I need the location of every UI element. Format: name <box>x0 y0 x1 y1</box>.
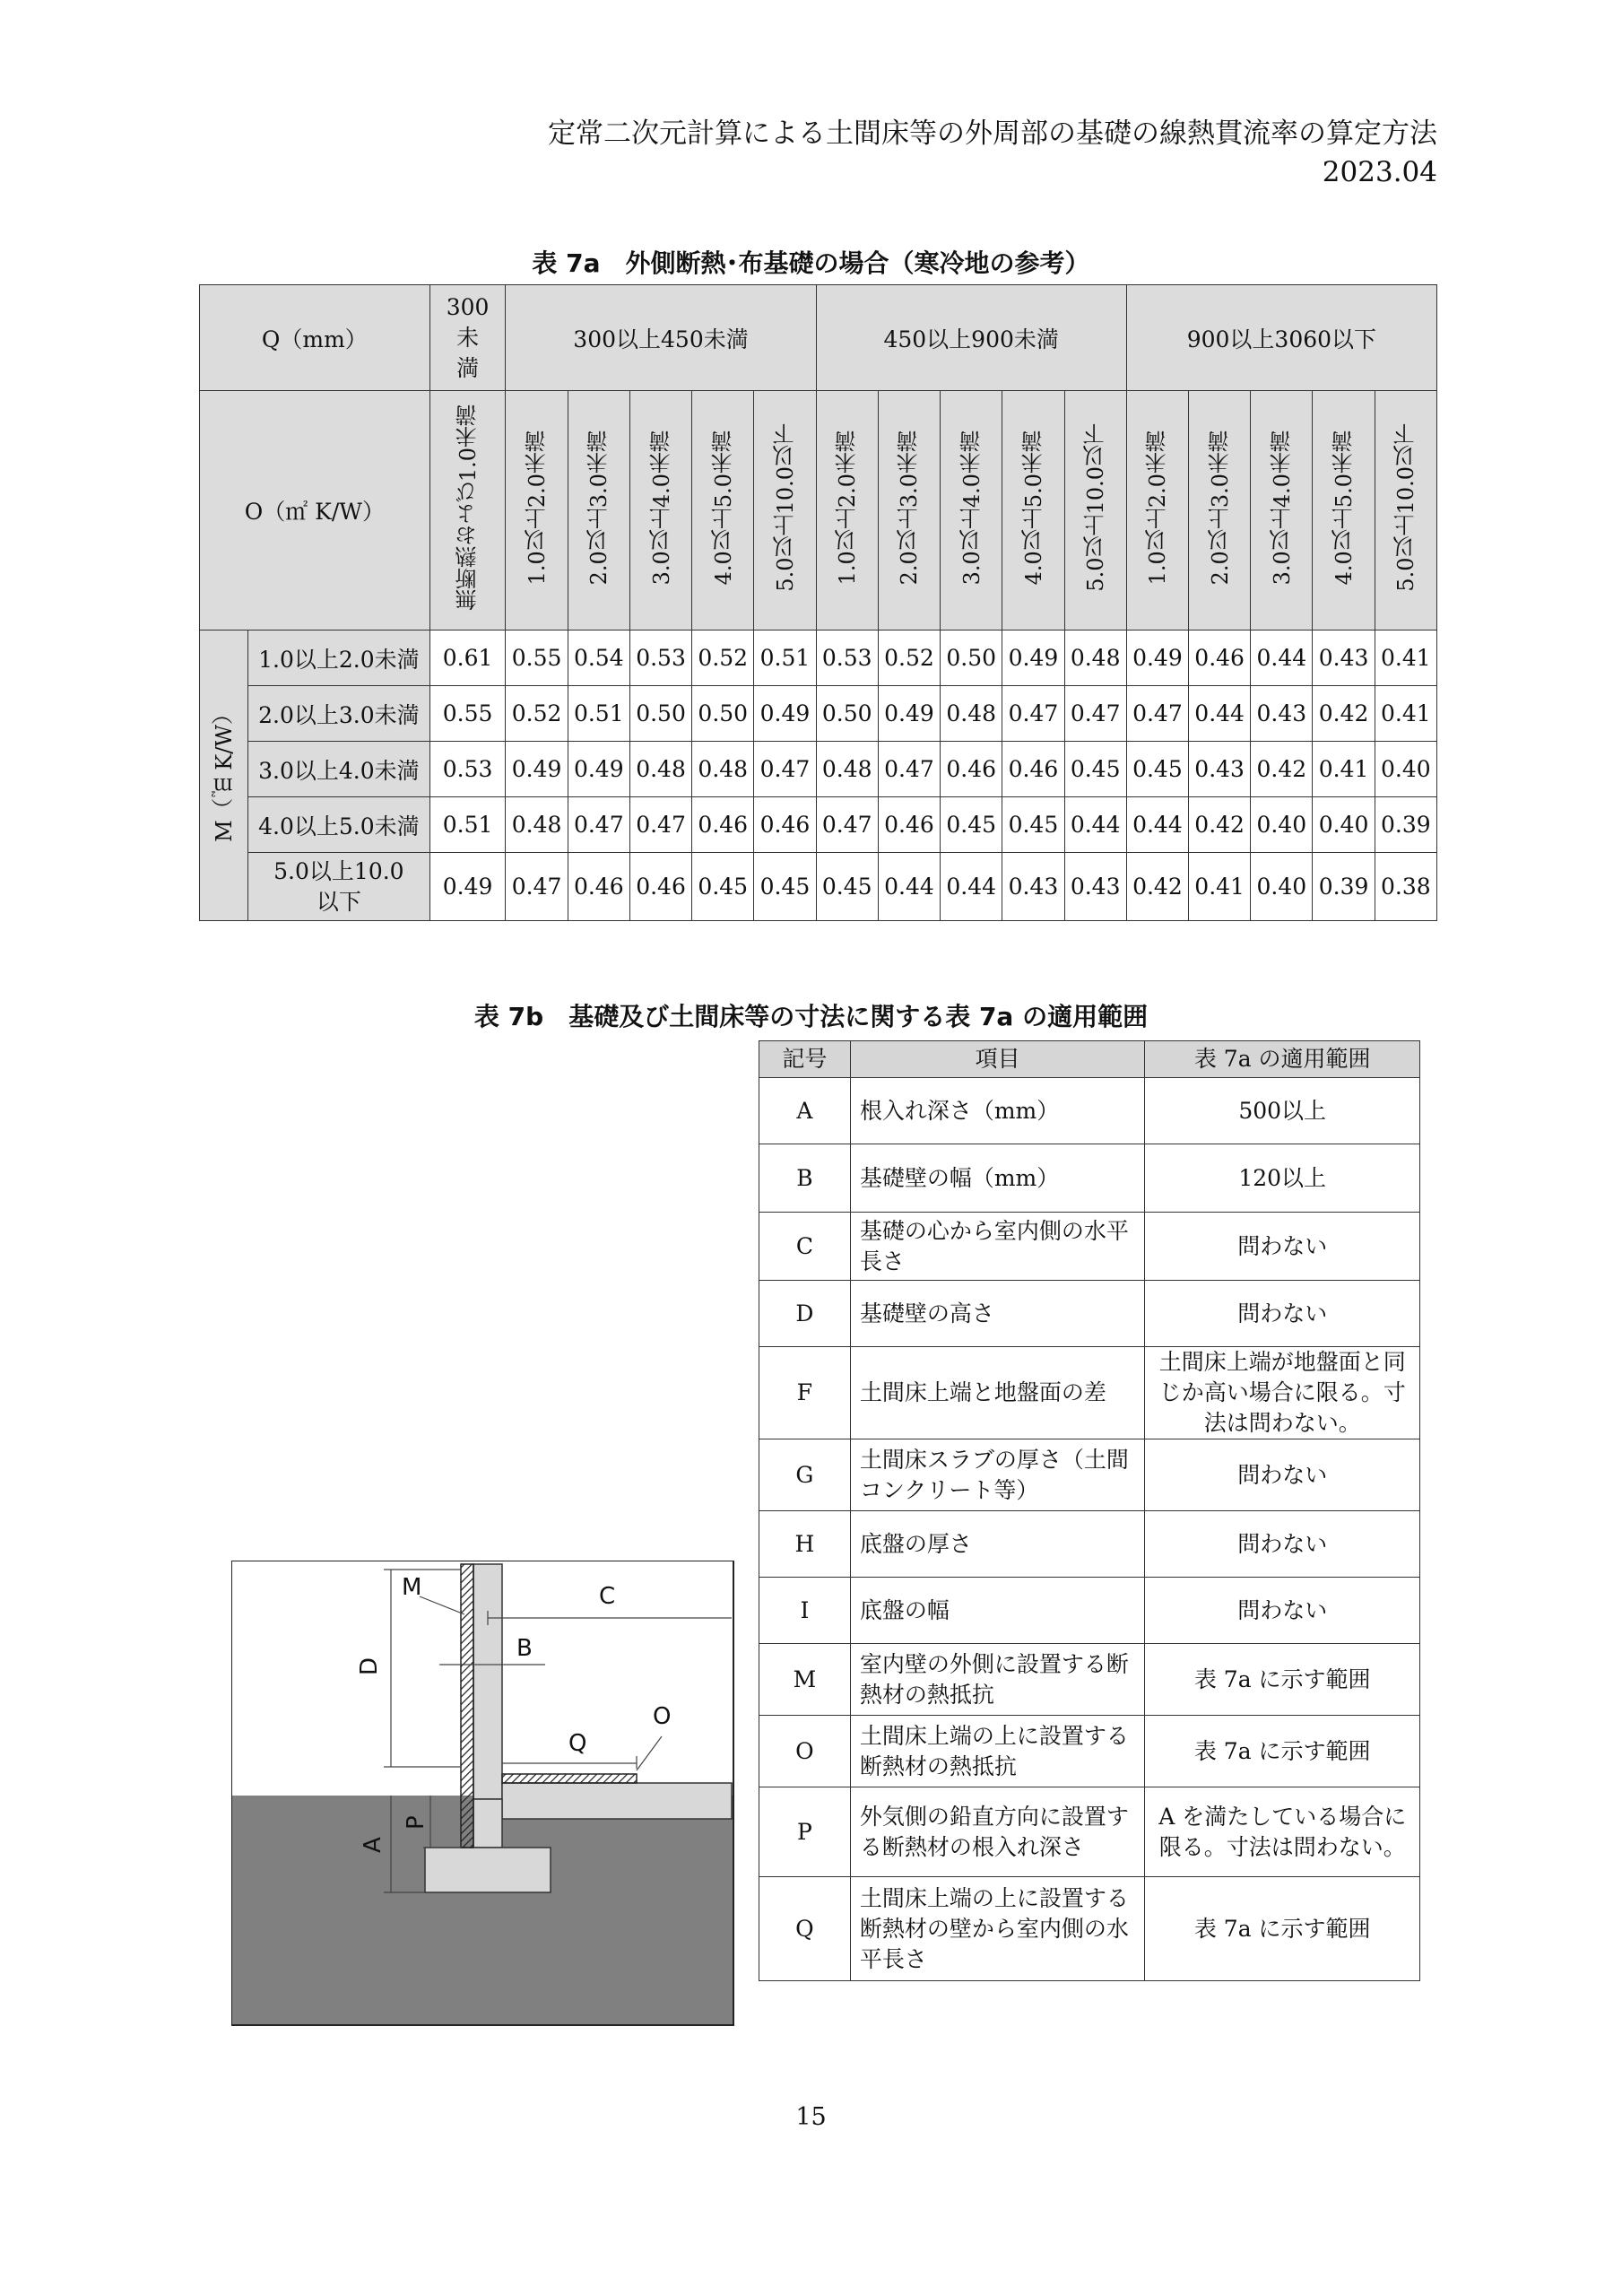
q-group-0: 300未満 <box>429 285 506 391</box>
foundation-diagram <box>231 1561 735 2027</box>
table-cell: 0.44 <box>1251 631 1313 686</box>
t7b-range: 500以上 <box>1145 1078 1420 1144</box>
t7b-item: 基礎の心から室内側の水平長さ <box>850 1213 1145 1281</box>
slab-insulation <box>502 1774 637 1783</box>
table-cell: 0.42 <box>1189 797 1251 853</box>
table-cell: 0.51 <box>429 797 506 853</box>
table-cell: 0.46 <box>754 797 816 853</box>
table-cell: 0.46 <box>1002 742 1064 797</box>
o-col-header: 2.0以上3.0未満 <box>568 391 629 631</box>
table-cell: 0.45 <box>754 853 816 921</box>
t7b-header-symbol: 記号 <box>759 1041 851 1078</box>
label-D: D <box>356 1657 383 1675</box>
table-cell: 0.48 <box>692 742 754 797</box>
q-group-1: 300以上450未満 <box>506 285 816 391</box>
table-cell: 0.40 <box>1313 797 1375 853</box>
label-A: A <box>360 1837 386 1853</box>
table-cell: 0.40 <box>1375 742 1436 797</box>
table-cell: 0.46 <box>629 853 691 921</box>
table-cell: 0.45 <box>1126 742 1188 797</box>
t7b-range: 問わない <box>1145 1578 1420 1644</box>
m-row-label: 1.0以上2.0未満 <box>248 631 430 686</box>
table-cell: 0.47 <box>629 797 691 853</box>
header-date: 2023.04 <box>1322 156 1437 188</box>
table-cell: 0.50 <box>629 686 691 742</box>
table-cell: 0.55 <box>506 631 568 686</box>
table-cell: 0.50 <box>816 686 878 742</box>
t7b-sym: G <box>759 1439 851 1511</box>
t7b-range: 問わない <box>1145 1511 1420 1578</box>
t7b-range: 土間床上端が地盤面と同じか高い場合に限る。寸法は問わない。 <box>1145 1347 1420 1439</box>
table-cell: 0.49 <box>568 742 629 797</box>
t7b-header-item: 項目 <box>850 1041 1145 1078</box>
t7b-sym: O <box>759 1716 851 1787</box>
table-cell: 0.40 <box>1251 853 1313 921</box>
o-col-header: 3.0以上4.0未満 <box>1251 391 1313 631</box>
table-cell: 0.45 <box>816 853 878 921</box>
table-cell: 0.43 <box>1064 853 1126 921</box>
t7b-item: 土間床上端と地盤面の差 <box>850 1347 1145 1439</box>
table-cell: 0.47 <box>1002 686 1064 742</box>
m-row-label: 5.0以上10.0以下 <box>248 853 430 921</box>
table-cell: 0.51 <box>568 686 629 742</box>
table-cell: 0.52 <box>878 631 940 686</box>
page-number: 15 <box>795 2103 827 2131</box>
t7b-item: 室内壁の外側に設置する断熱材の熱抵抗 <box>850 1644 1145 1716</box>
footing <box>425 1848 551 1892</box>
t7b-range: 問わない <box>1145 1439 1420 1511</box>
table-cell: 0.48 <box>629 742 691 797</box>
o-col-header: 4.0以上5.0未満 <box>1002 391 1064 631</box>
label-P: P <box>403 1815 429 1830</box>
t7b-range: 問わない <box>1145 1213 1420 1281</box>
t7b-range: 120以上 <box>1145 1144 1420 1213</box>
table-cell: 0.46 <box>1189 631 1251 686</box>
o-col-header: 4.0以上5.0未満 <box>1313 391 1375 631</box>
table-cell: 0.50 <box>692 686 754 742</box>
table-cell: 0.39 <box>1313 853 1375 921</box>
table-cell: 0.54 <box>568 631 629 686</box>
table-cell: 0.44 <box>1064 797 1126 853</box>
table-cell: 0.55 <box>429 686 506 742</box>
table-cell: 0.43 <box>1002 853 1064 921</box>
table-cell: 0.44 <box>941 853 1002 921</box>
table-cell: 0.48 <box>941 686 1002 742</box>
q-group-3: 900以上3060以下 <box>1126 285 1436 391</box>
t7b-item: 根入れ深さ（mm） <box>850 1078 1145 1144</box>
table-cell: 0.47 <box>878 742 940 797</box>
table-cell: 0.44 <box>1189 686 1251 742</box>
t7b-item: 外気側の鉛直方向に設置する断熱材の根入れ深さ <box>850 1787 1145 1877</box>
table-row <box>759 1347 1420 1439</box>
t7b-sym: I <box>759 1578 851 1644</box>
wall-insulation <box>461 1564 473 1848</box>
t7b-sym: B <box>759 1144 851 1213</box>
o-col-header: 2.0以上3.0未満 <box>1189 391 1251 631</box>
t7b-sym: A <box>759 1078 851 1144</box>
o-col-header: 5.0以上10.0以下 <box>754 391 816 631</box>
table-cell: 0.45 <box>1064 742 1126 797</box>
label-O: O <box>653 1703 672 1730</box>
o-col-header: 無断熱および1.0未満 <box>429 391 506 631</box>
table-row <box>759 1578 1420 1644</box>
t7b-sym: Q <box>759 1877 851 1981</box>
table-cell: 0.42 <box>1126 853 1188 921</box>
t7b-range: 表 7a に示す範囲 <box>1145 1716 1420 1787</box>
o-label: O（㎡ K/W） <box>200 391 430 631</box>
table-cell: 0.41 <box>1375 631 1436 686</box>
table-cell: 0.47 <box>1064 686 1126 742</box>
table-cell: 0.49 <box>1002 631 1064 686</box>
o-col-header: 5.0以上10.0以下 <box>1375 391 1436 631</box>
table-cell: 0.49 <box>506 742 568 797</box>
o-col-header: 5.0以上10.0以下 <box>1064 391 1126 631</box>
t7b-sym: M <box>759 1644 851 1716</box>
table-cell: 0.53 <box>629 631 691 686</box>
label-C: C <box>599 1583 616 1610</box>
o-col-header: 2.0以上3.0未満 <box>878 391 940 631</box>
table-cell: 0.45 <box>1002 797 1064 853</box>
table-row <box>759 1877 1420 1981</box>
m-row-label: 3.0以上4.0未満 <box>248 742 430 797</box>
table-cell: 0.52 <box>506 686 568 742</box>
t7b-range: 表 7a に示す範囲 <box>1145 1877 1420 1981</box>
table-cell: 0.49 <box>878 686 940 742</box>
table-cell: 0.48 <box>816 742 878 797</box>
table-row <box>759 1787 1420 1877</box>
table-cell: 0.53 <box>816 631 878 686</box>
table-cell: 0.40 <box>1251 797 1313 853</box>
table-cell: 0.49 <box>754 686 816 742</box>
table-cell: 0.47 <box>1126 686 1188 742</box>
t7b-item: 土間床スラブの厚さ（土間コンクリート等） <box>850 1439 1145 1511</box>
m-label: M（㎡ K/W） <box>200 631 248 921</box>
table-cell: 0.38 <box>1375 853 1436 921</box>
table-cell: 0.47 <box>506 853 568 921</box>
header-title: 定常二次元計算による土間床等の外周部の基礎の線熱貫流率の算定方法 <box>548 117 1437 150</box>
t7b-item: 底盤の厚さ <box>850 1511 1145 1578</box>
table-cell: 0.44 <box>1126 797 1188 853</box>
q-group-2: 450以上900未満 <box>816 285 1126 391</box>
table-cell: 0.46 <box>692 797 754 853</box>
table-cell: 0.48 <box>1064 631 1126 686</box>
table7b-caption: 表 7b 基礎及び土間床等の寸法に関する表 7a の適用範囲 <box>473 1002 1149 1031</box>
table-cell: 0.47 <box>754 742 816 797</box>
floor-slab <box>502 1783 732 1819</box>
o-col-header: 3.0以上4.0未満 <box>941 391 1002 631</box>
table-cell: 0.41 <box>1313 742 1375 797</box>
t7b-item: 基礎壁の高さ <box>850 1281 1145 1347</box>
table-cell: 0.41 <box>1189 853 1251 921</box>
t7b-item: 土間床上端の上に設置する断熱材の壁から室内側の水平長さ <box>850 1877 1145 1981</box>
o-col-header: 1.0以上2.0未満 <box>506 391 568 631</box>
table-cell: 0.53 <box>429 742 506 797</box>
table-cell: 0.48 <box>506 797 568 853</box>
t7b-sym: P <box>759 1787 851 1877</box>
table-cell: 0.45 <box>692 853 754 921</box>
t7b-item: 土間床上端の上に設置する断熱材の熱抵抗 <box>850 1716 1145 1787</box>
o-col-header: 3.0以上4.0未満 <box>629 391 691 631</box>
table-cell: 0.50 <box>941 631 1002 686</box>
table-cell: 0.51 <box>754 631 816 686</box>
table-cell: 0.43 <box>1313 631 1375 686</box>
table-row <box>759 1644 1420 1716</box>
t7b-sym: C <box>759 1213 851 1281</box>
t7b-sym: H <box>759 1511 851 1578</box>
table-row <box>759 1144 1420 1213</box>
table-cell: 0.44 <box>878 853 940 921</box>
table-cell: 0.42 <box>1251 742 1313 797</box>
table-cell: 0.43 <box>1189 742 1251 797</box>
t7b-range: A を満たしている場合に限る。寸法は問わない。 <box>1145 1787 1420 1877</box>
table-row <box>759 1439 1420 1511</box>
t7b-sym: F <box>759 1347 851 1439</box>
table-row <box>759 1281 1420 1347</box>
table-cell: 0.61 <box>429 631 506 686</box>
table-row <box>759 1213 1420 1281</box>
table-row <box>759 1511 1420 1578</box>
table-cell: 0.43 <box>1251 686 1313 742</box>
t7b-range: 問わない <box>1145 1281 1420 1347</box>
label-Q: Q <box>568 1730 587 1757</box>
table-cell: 0.41 <box>1375 686 1436 742</box>
o-col-header: 4.0以上5.0未満 <box>692 391 754 631</box>
table-row <box>759 1078 1420 1144</box>
table-7a <box>199 284 1437 921</box>
table-cell: 0.49 <box>1126 631 1188 686</box>
table-cell: 0.52 <box>692 631 754 686</box>
table-cell: 0.46 <box>878 797 940 853</box>
t7b-item: 底盤の幅 <box>850 1578 1145 1644</box>
t7b-sym: D <box>759 1281 851 1347</box>
table7a-caption: 表 7a 外側断熱･布基礎の場合（寒冷地の参考） <box>532 248 1090 278</box>
label-B: B <box>516 1635 533 1662</box>
label-M: M <box>402 1574 422 1601</box>
q-label: Q（mm） <box>200 285 430 391</box>
table-cell: 0.49 <box>429 853 506 921</box>
t7b-item: 基礎壁の幅（mm） <box>850 1144 1145 1213</box>
m-row-label: 4.0以上5.0未満 <box>248 797 430 853</box>
foundation-wall <box>473 1564 502 1799</box>
m-row-label: 2.0以上3.0未満 <box>248 686 430 742</box>
o-col-header: 1.0以上2.0未満 <box>1126 391 1188 631</box>
table-cell: 0.47 <box>568 797 629 853</box>
table-cell: 0.47 <box>816 797 878 853</box>
table-cell: 0.42 <box>1313 686 1375 742</box>
t7b-header-range: 表 7a の適用範囲 <box>1145 1041 1420 1078</box>
table-row <box>759 1716 1420 1787</box>
table-7b <box>759 1040 1420 1981</box>
table-cell: 0.46 <box>941 742 1002 797</box>
table-cell: 0.39 <box>1375 797 1436 853</box>
o-col-header: 1.0以上2.0未満 <box>816 391 878 631</box>
table-cell: 0.46 <box>568 853 629 921</box>
table-cell: 0.45 <box>941 797 1002 853</box>
t7b-range: 表 7a に示す範囲 <box>1145 1644 1420 1716</box>
